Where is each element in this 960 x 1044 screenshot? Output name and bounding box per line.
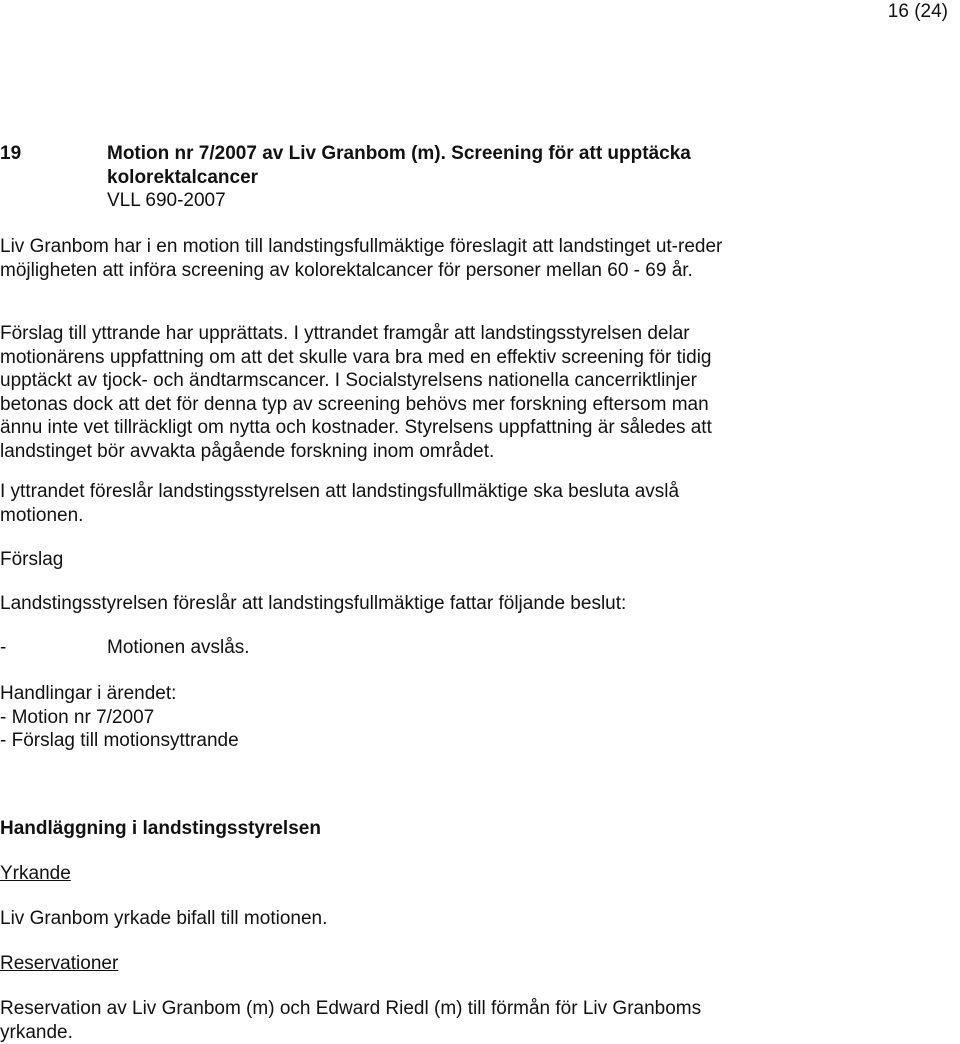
item-reference: VLL 690-2007 (107, 190, 226, 211)
forslag-heading: Förslag (0, 549, 64, 570)
yrkande-heading: Yrkande (0, 863, 71, 884)
handlingar-item-2: - Förslag till motionsyttrande (0, 730, 239, 751)
paragraph-motion-summary: Liv Granbom har i en motion till landstingsfullmäktige föreslagit att landstinget ut-reder möjligheten att införa screening av kolorektalcancer för personer mellan 60 - 69 år. (0, 236, 723, 281)
handlingar-block (0, 682, 748, 753)
reservationer-text: Reservation av Liv Granbom (m) och Edward Riedl (m) till förmån för Liv Granboms yrkande. (0, 998, 702, 1043)
handlaggning-heading: Handläggning i landstingsstyrelsen (0, 818, 321, 839)
item-title-line-1: Motion nr 7/2007 av Liv Granbom (m). Screening för att upptäcka (107, 143, 691, 164)
reservationer-heading-wrap (0, 952, 748, 976)
paragraph-yttrande: Förslag till yttrande har upprättats. I yttrandet framgår att landstingsstyrelsen delar motionärens uppfattning om att det skulle vara bra med en effektiv screening för tidig upptäckt av tjock- och ändtarmscancer. I Socialstyrelsens nationella cancerriktlinjer betonas dock att det för denna typ av screening behövs mer forskning eftersom man ännu inte vet tillräckligt om nytta och kostnader. Styrelsens uppfattning är således att landstinget bör avvakta pågående forskning inom området. (0, 323, 712, 462)
decision-text: Motionen avslås. (107, 637, 250, 658)
reservationer-heading: Reservationer (0, 953, 119, 974)
forslag-intro: Landstingsstyrelsen föreslår att landstingsfullmäktige fattar följande beslut: (0, 593, 627, 614)
item-title-block (107, 142, 807, 213)
page-number: 16 (24) (887, 1, 948, 22)
item-title-line-2: kolorektalcancer (107, 166, 259, 188)
decision-dash: - (0, 637, 7, 658)
paragraph-proposal-summary: I yttrandet föreslår landstingsstyrelsen att landstingsfullmäktige ska besluta avslå motionen. (0, 481, 680, 526)
yrkande-heading-wrap (0, 862, 748, 886)
item-number: 19 (0, 143, 22, 164)
handlingar-heading: Handlingar i ärendet: (0, 683, 177, 704)
handlingar-item-1: - Motion nr 7/2007 (0, 706, 155, 728)
yrkande-text: Liv Granbom yrkade bifall till motionen. (0, 908, 328, 929)
